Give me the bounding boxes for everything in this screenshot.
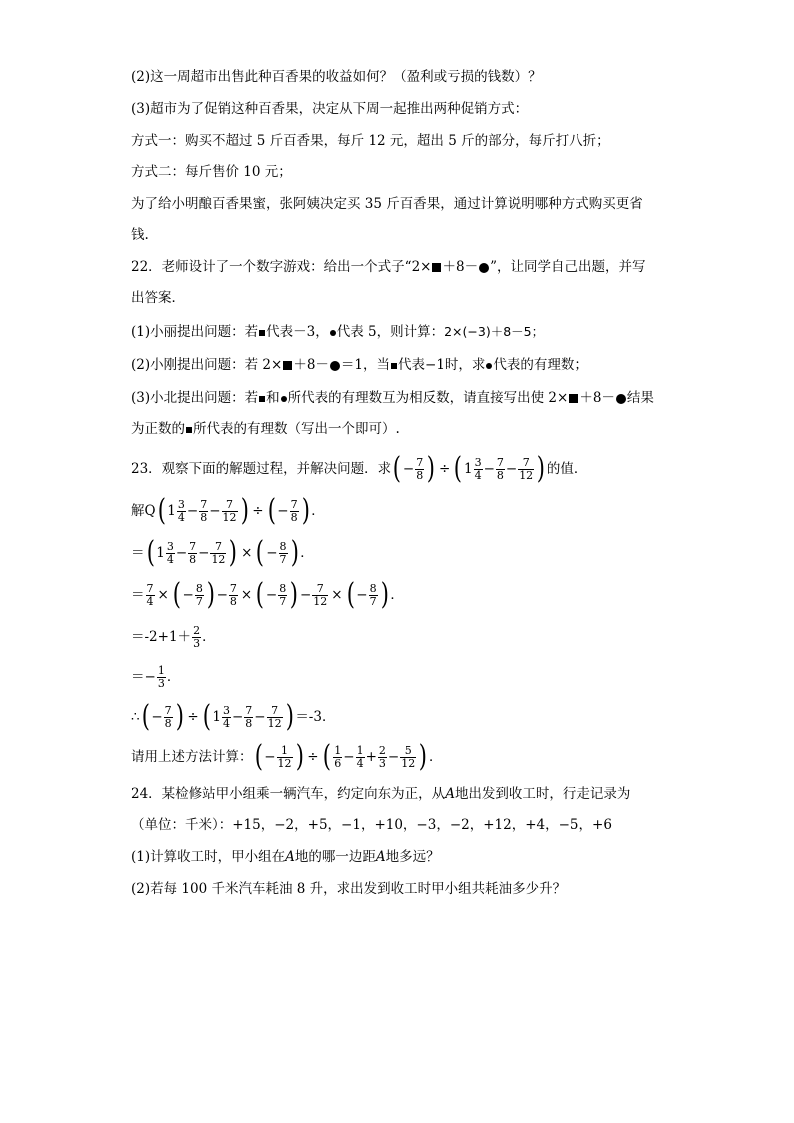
q23-step1 xyxy=(131,494,325,528)
q22-intro-text: ”，让同学自己出题，并写 xyxy=(490,259,646,275)
q23-expression: ( 1 $\frac{3}{4}$ − $\frac{7}{8}$ − $\frac{7}{12}$ ) × ( − $\frac{8}{7}$ ) xyxy=(146,535,299,570)
q22-text: (1)小丽提出问题：若 xyxy=(131,324,259,340)
q24-variable: A xyxy=(285,849,295,865)
q23-expression: ( − $\frac{7}{8}$ ) ÷ ( 1 $\frac{3}{4}$ − $\frac{7}{8}$ − $\frac{7}{12}$ ) xyxy=(392,451,546,486)
q23-text: 解 xyxy=(131,503,145,519)
q24-text: 地多远？ xyxy=(385,849,440,865)
q23-text: ． xyxy=(428,749,443,765)
q23-text: ． xyxy=(202,629,216,645)
q22-text: 代表−1时，求 xyxy=(398,357,486,373)
q23-fraction: $\frac{2}{3}$ xyxy=(193,623,201,650)
q23-expression: ( − $\frac{1}{12}$ ) ÷ ( $\frac{1}{6}$ − $\frac{1}{4}$ + $\frac{2}{3}$ − $\frac{5}{12}$ ) xyxy=(254,739,428,774)
square-icon xyxy=(283,361,292,370)
q22-text: 代表－3， xyxy=(266,324,329,340)
q23-text: 请用上述方法计算： xyxy=(131,749,253,765)
q22-text: 和 xyxy=(266,390,280,406)
q23-step3 xyxy=(131,578,404,612)
q23-therefore-symbol: ∴ xyxy=(131,709,140,725)
q23-text: ＝ xyxy=(131,587,145,603)
q23-text: ＝ xyxy=(131,545,145,561)
q22-text: 为正数的 xyxy=(131,421,185,437)
circle-icon xyxy=(486,363,492,369)
q21-method2: 方式二：每斤售价 10 元； xyxy=(131,164,292,180)
q23-text: 23．观察下面的解题过程，并解决问题．求 xyxy=(131,461,392,477)
square-icon xyxy=(391,363,397,369)
q23-conclusion xyxy=(131,700,335,734)
q22-intro-line1 xyxy=(131,257,645,277)
q22-part3-line2 xyxy=(131,419,400,439)
q22-text: 代表 5，则计算： xyxy=(336,324,445,340)
q23-expression: $\frac{7}{4}$ × ( − $\frac{8}{7}$ ) − $\frac{7}{8}$ × ( − $\frac{8}{7}$ ) − $\frac{7}{12}$ × ( − $\frac{8}{7}$ ) xyxy=(146,577,389,612)
q23-expression: ( − $\frac{7}{8}$ ) ÷ ( 1 $\frac{3}{4}$ − $\frac{7}{8}$ − $\frac{7}{12}$ ) xyxy=(141,699,294,734)
q23-because-symbol: Q xyxy=(144,503,156,519)
square-icon xyxy=(432,263,441,272)
q24-text: 地出发到收工时，行走记录为 xyxy=(454,786,631,802)
q24-part1 xyxy=(131,847,440,867)
q22-intro-text: 22．老师设计了一个数字游戏：给出一个式子“2× xyxy=(131,259,432,275)
q22-intro-text: ＋8－ xyxy=(442,259,479,275)
q24-text: (1)计算收工时，甲小组在 xyxy=(131,849,286,865)
q23-expression: − $\frac{1}{3}$ xyxy=(144,663,165,690)
q22-text: (3)小北提出问题：若 xyxy=(131,390,259,406)
square-icon xyxy=(569,394,578,403)
q24-text: 地的哪一边距 xyxy=(294,849,376,865)
q22-intro-line2: 出答案． xyxy=(131,290,185,306)
circle-icon xyxy=(616,394,626,404)
q24-intro-line1 xyxy=(131,784,630,804)
q22-text: 所代表的有理数互为相反数，请直接写出使 2× xyxy=(287,390,569,406)
q23-text: ． xyxy=(390,587,404,603)
circle-icon xyxy=(330,361,340,371)
q24-text: 24．某检修站甲小组乘一辆汽车，约定向东为正，从 xyxy=(131,786,446,802)
square-icon xyxy=(186,427,192,433)
q22-text: ＋8－ xyxy=(579,390,615,406)
q23-ask xyxy=(131,740,442,774)
square-icon xyxy=(259,330,265,336)
q23-text: 的值． xyxy=(546,461,588,477)
circle-icon xyxy=(281,396,287,402)
q22-expression: 2×(−3)＋8－5； xyxy=(444,324,545,339)
q22-part1 xyxy=(131,322,544,342)
q21-part2: (2)这一周超市出售此种百香果的收益如何？（盈利或亏损的钱数）？ xyxy=(131,69,542,85)
q23-text: ＝ xyxy=(131,669,145,685)
q21-ask-line1: 为了给小明酿百香果蜜，张阿姨决定买 35 斤百香果，通过计算说明哪种方式购买更省 xyxy=(131,196,643,212)
q23-step2 xyxy=(131,536,314,570)
q22-part3-line1 xyxy=(131,388,654,408)
q23-text: ． xyxy=(300,545,314,561)
circle-icon xyxy=(330,330,336,336)
q23-step5 xyxy=(131,660,180,694)
q22-text: (2)小刚提出问题：若 2× xyxy=(131,357,283,373)
q23-expression: ( 1 $\frac{3}{4}$ − $\frac{7}{8}$ − $\frac{7}{12}$ ) ÷ ( − $\frac{7}{8}$ ) xyxy=(157,493,310,528)
q23-intro xyxy=(131,452,587,486)
q21-ask-line2: 钱. xyxy=(131,227,149,243)
q24-variable: A xyxy=(375,849,386,865)
q23-text: ＝-3． xyxy=(295,709,336,725)
q22-part2 xyxy=(131,355,588,375)
q22-text: ＝1，当 xyxy=(340,357,391,373)
q22-text: 所代表的有理数（写出一个即可）. xyxy=(193,421,400,437)
q23-text: ＝-2+1＋ xyxy=(131,629,192,645)
q22-text: ＋8－ xyxy=(293,357,329,373)
q21-method1: 方式一：购买不超过 5 斤百香果，每斤 12 元，超出 5 斤的部分，每斤打八折； xyxy=(131,133,610,149)
q24-variable: A xyxy=(445,786,455,802)
q23-text: ． xyxy=(166,669,181,685)
q23-step4 xyxy=(131,620,216,654)
q24-part2: (2)若每 100 千米汽车耗油 8 升，求出发到收工时甲小组共耗油多少升？ xyxy=(131,881,567,897)
q21-part3: (3)超市为了促销这种百香果，决定从下周一起推出两种促销方式： xyxy=(131,101,529,117)
circle-icon xyxy=(479,263,489,273)
q23-text: ． xyxy=(311,503,325,519)
q24-records: （单位：千米）：+15，−2，+5，−1，+10，−3，−2，+12，+4，−5，+6 xyxy=(131,817,612,833)
q22-text: 结果 xyxy=(626,390,654,406)
square-icon xyxy=(259,396,265,402)
q22-text: 代表的有理数； xyxy=(493,357,588,373)
